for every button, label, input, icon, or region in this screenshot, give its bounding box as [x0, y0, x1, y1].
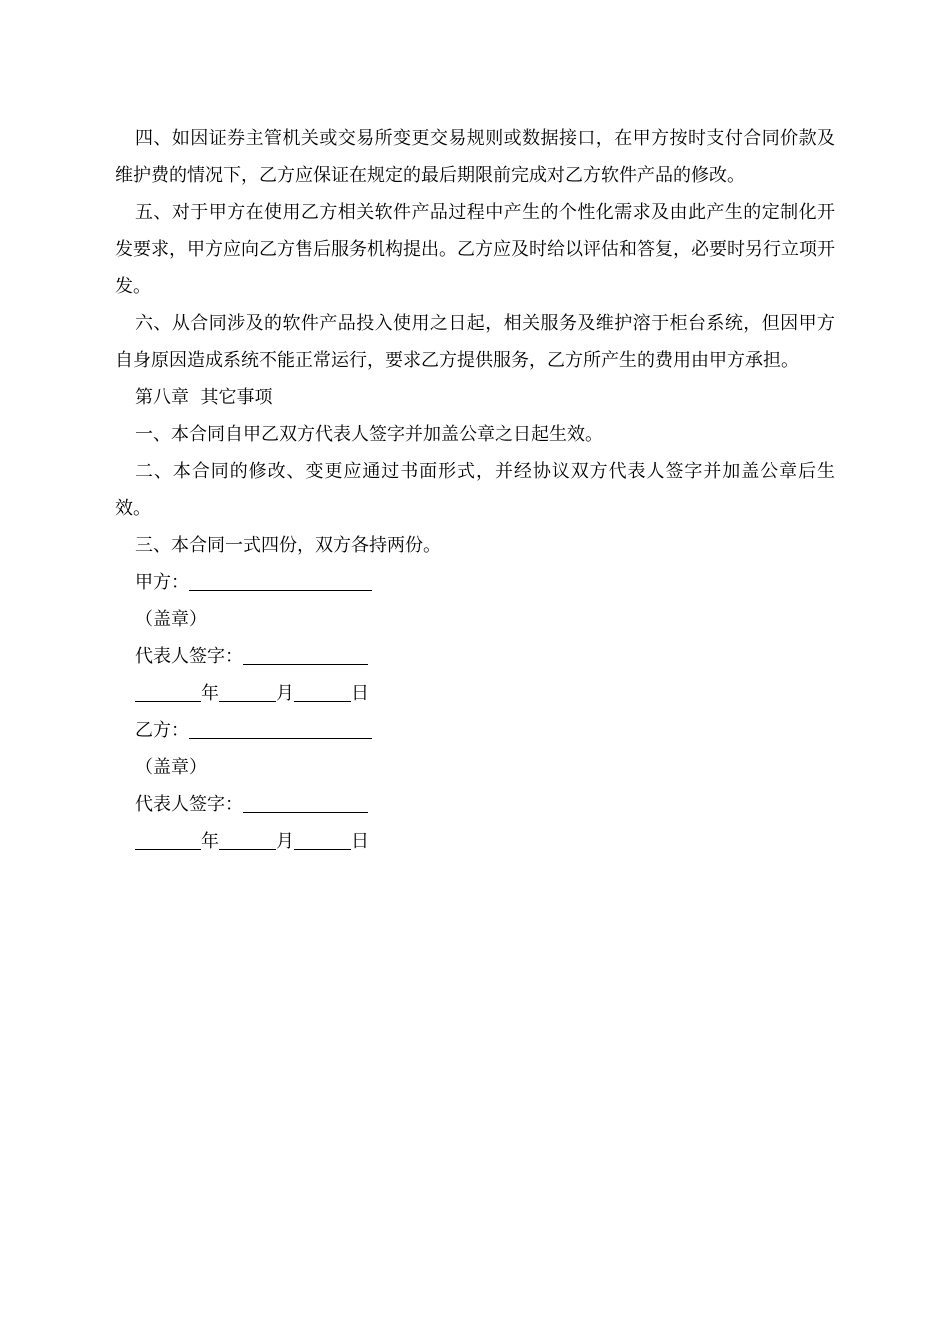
party-a-rep-label: 代表人签字： [135, 646, 243, 667]
party-b-signature-blank[interactable] [243, 794, 368, 813]
party-b-rep-label: 代表人签字： [135, 794, 243, 815]
party-a-day-blank[interactable] [294, 683, 351, 702]
party-a-name-blank[interactable] [189, 572, 372, 591]
party-b-line [115, 712, 835, 749]
party-b-day-label: 日 [351, 831, 369, 852]
party-b-name-blank[interactable] [189, 720, 372, 739]
party-b-month-blank[interactable] [219, 831, 276, 850]
clause-6: 六、从合同涉及的软件产品投入使用之日起，相关服务及维护溶于柜台系统，但因甲方自身原因造成系统不能正常运行，要求乙方提供服务，乙方所产生的费用由甲方承担。 [115, 313, 835, 371]
party-a-month-label: 月 [276, 683, 294, 704]
party-b-month-label: 月 [276, 831, 294, 852]
party-a-year-blank[interactable] [135, 683, 201, 702]
chapter-title: 第八章 其它事项 [135, 387, 273, 408]
clause-5: 五、对于甲方在使用乙方相关软件产品过程中产生的个性化需求及由此产生的定制化开发要求，甲方应向乙方售后服务机构提出。乙方应及时给以评估和答复，必要时另行立项开发。 [115, 202, 835, 297]
party-a-label: 甲方： [135, 572, 189, 593]
party-a-rep-line [115, 638, 835, 675]
party-b-rep-line [115, 786, 835, 823]
party-b-label: 乙方： [135, 720, 189, 741]
party-a-seal: （盖章） [135, 609, 207, 630]
party-b-year-label: 年 [201, 831, 219, 852]
party-a-line [115, 564, 835, 601]
item-3: 三、本合同一式四份，双方各持两份。 [135, 535, 441, 556]
party-a-month-blank[interactable] [219, 683, 276, 702]
party-a-date-line [115, 675, 835, 712]
party-a-signature-blank[interactable] [243, 646, 368, 665]
clause-4: 四、如因证券主管机关或交易所变更交易规则或数据接口，在甲方按时支付合同价款及维护费的情况下，乙方应保证在规定的最后期限前完成对乙方软件产品的修改。 [115, 128, 835, 186]
party-b-day-blank[interactable] [294, 831, 351, 850]
document-body [115, 120, 835, 860]
party-a-day-label: 日 [351, 683, 369, 704]
party-b-date-line [115, 823, 835, 860]
party-a-year-label: 年 [201, 683, 219, 704]
party-b-year-blank[interactable] [135, 831, 201, 850]
item-2: 二、本合同的修改、变更应通过书面形式，并经协议双方代表人签字并加盖公章后生效。 [115, 461, 835, 519]
party-b-seal: （盖章） [135, 757, 207, 778]
item-1: 一、本合同自甲乙双方代表人签字并加盖公章之日起生效。 [135, 424, 603, 445]
